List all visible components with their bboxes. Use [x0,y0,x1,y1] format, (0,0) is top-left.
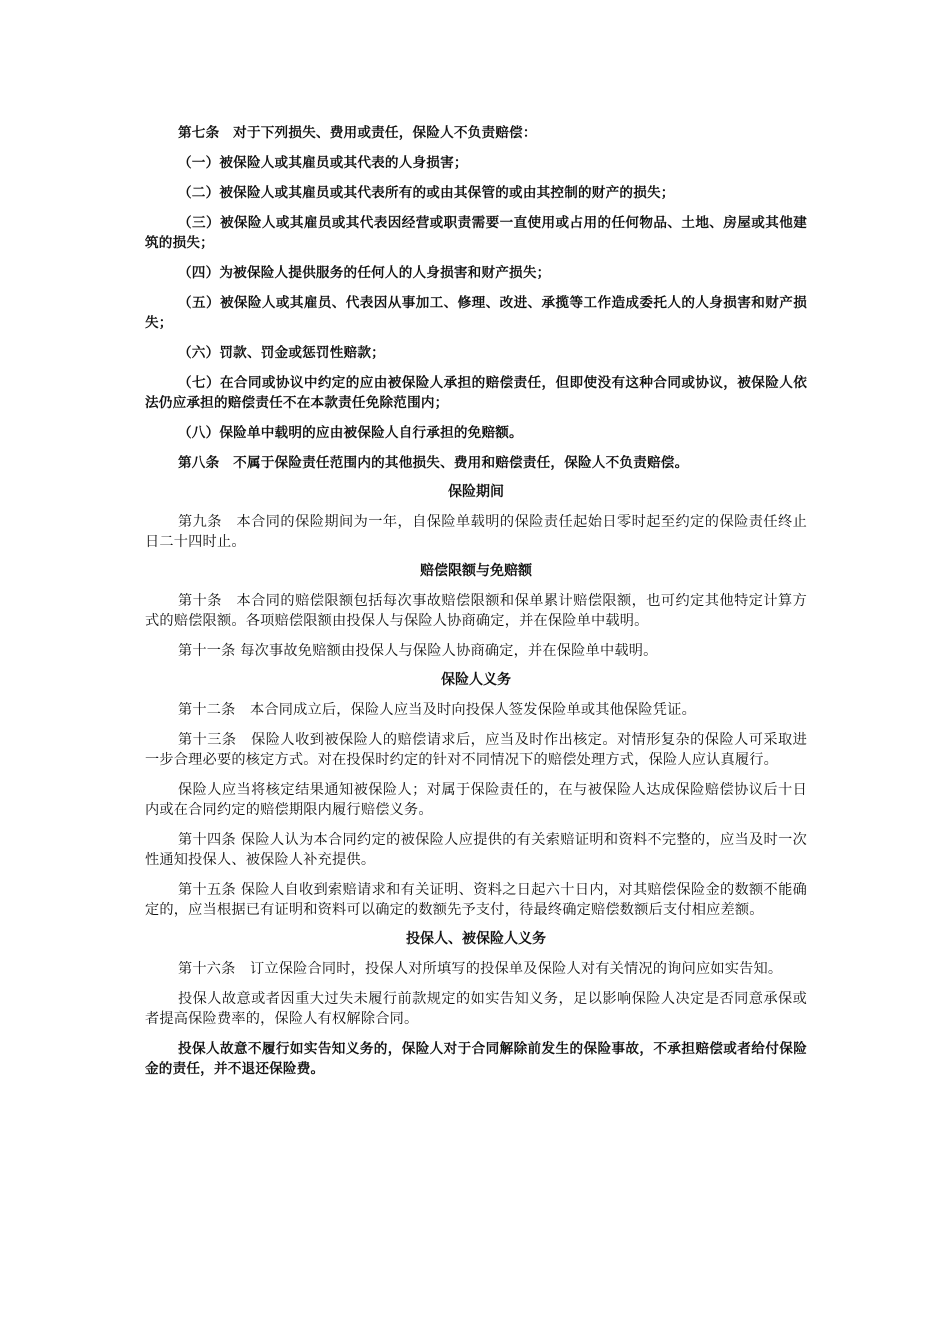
article-7: 第七条 对于下列损失、费用或责任，保险人不负责赔偿： [178,125,537,141]
article-8: 第八条 不属于保险责任范围内的其他损失、费用和赔偿责任，保险人不负责赔偿。 [178,455,689,471]
article-9: 第九条 本合同的保险期间为一年，自保险单载明的保险责任起始日零时起至约定的保险责任终止日二十四时止。 [145,514,807,550]
article-16-paragraph-2: 投保人故意或者因重大过失未履行前款规定的如实告知义务，足以影响保险人决定是否同意承保或者提高保险费率的，保险人有权解除合同。 [145,991,807,1027]
section-heading-policyholder-duties: 投保人、被保险人义务 [406,931,546,947]
article-12: 第十二条 本合同成立后，保险人应当及时向投保人签发保险单或其他保险凭证。 [178,702,696,718]
section-heading-limits: 赔偿限额与免赔额 [420,563,532,579]
exclusion-item-8: （八）保险单中载明的应由被保险人自行承担的免赔额。 [178,425,523,441]
document-body [145,123,807,1089]
exclusion-item-4: （四）为被保险人提供服务的任何人的人身损害和财产损失； [178,265,551,281]
article-13-paragraph-2: 保险人应当将核定结果通知被保险人；对属于保险责任的，在与被保险人达成保险赔偿协议后十日内或在合同约定的赔偿期限内履行赔偿义务。 [145,782,807,818]
section-heading-insurer-duties: 保险人义务 [441,672,511,688]
section-heading-period: 保险期间 [448,484,504,500]
article-15: 第十五条 保险人自收到索赔请求和有关证明、资料之日起六十日内，对其赔偿保险金的数额不能确定的，应当根据已有证明和资料可以确定的数额先予支付，待最终确定赔偿数额后支付相应差额。 [145,882,807,918]
exclusion-item-6: （六）罚款、罚金或惩罚性赔款； [178,345,385,361]
exclusion-item-1: （一）被保险人或其雇员或其代表的人身损害； [178,155,468,171]
article-11: 第十一条 每次事故免赔额由投保人与保险人协商确定，并在保险单中载明。 [178,643,658,659]
article-13: 第十三条 保险人收到被保险人的赔偿请求后，应当及时作出核定。对情形复杂的保险人可采取进一步合理必要的核定方式。对在投保时约定的针对不同情况下的赔偿处理方式，保险人应认真履行。 [145,732,807,768]
exclusion-item-2: （二）被保险人或其雇员或其代表所有的或由其保管的或由其控制的财产的损失； [178,185,675,201]
article-16: 第十六条 订立保险合同时，投保人对所填写的投保单及保险人对有关情况的询问应如实告知。 [178,961,783,977]
article-10: 第十条 本合同的赔偿限额包括每次事故赔偿限额和保单累计赔偿限额，也可约定其他特定计算方式的赔偿限额。各项赔偿限额由投保人与保险人协商确定，并在保险单中载明。 [145,593,807,629]
exclusion-item-3: （三）被保险人或其雇员或其代表因经营或职责需要一直使用或占用的任何物品、土地、房屋或其他建筑的损失； [145,215,807,251]
article-14: 第十四条 保险人认为本合同约定的被保险人应提供的有关索赔证明和资料不完整的，应当及时一次性通知投保人、被保险人补充提供。 [145,832,807,868]
exclusion-item-7: （七）在合同或协议中约定的应由被保险人承担的赔偿责任，但即使没有这种合同或协议，被保险人依法仍应承担的赔偿责任不在本款责任免除范围内； [145,375,807,411]
exclusion-item-5: （五）被保险人或其雇员、代表因从事加工、修理、改进、承揽等工作造成委托人的人身损害和财产损失； [145,295,807,331]
article-16-paragraph-3: 投保人故意不履行如实告知义务的，保险人对于合同解除前发生的保险事故，不承担赔偿或者给付保险金的责任，并不退还保险费。 [145,1041,807,1077]
